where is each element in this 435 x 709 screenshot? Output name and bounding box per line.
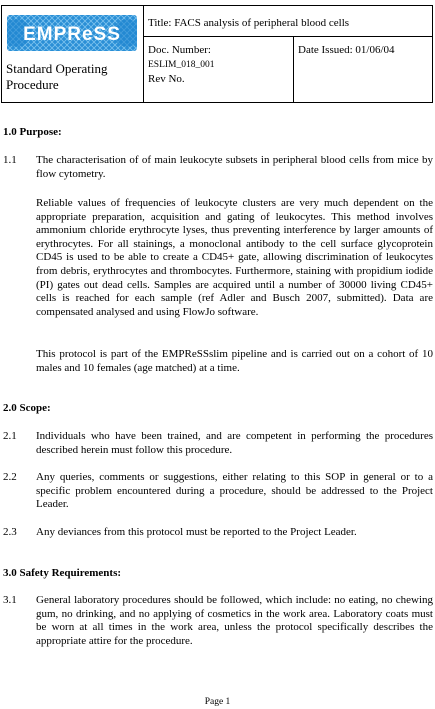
logo-text: EMPReSS xyxy=(23,24,121,45)
purpose-paragraph-2: Reliable values of frequencies of leukocyte clusters are very much dependent on the appropriate preparation, acquisition and gating of leukocytes. This method involves ammonium chloride erythrocyte lyses, thus preventing interference by larger amounts of erythrocytes. For all stainings, a monoclonal antibody to the cell surface glycoprotein CD45 is used to be able to create a CD45+ gate, allowing discrimination of leukocytes from debris, erythrocytes and thrombocytes. Furthermore, staining with propidium iodide (PI) gates out dead cells. Samples are acquired until a number of 30000 living CD45+ cells is reached for each sample (ref Adler and Busch 2007, submitted). Data are compensated analysed and using FlowJo software. xyxy=(36,197,433,318)
section-heading-safety: 3.0 Safety Requirements: xyxy=(3,567,122,579)
scope-item-2-1: Individuals who have been trained, and are competent in performing the procedures described herein must follow this procedure. xyxy=(36,430,433,456)
doc-number-value: ESLIM_018_001 xyxy=(148,60,215,70)
item-number: 2.1 xyxy=(3,430,17,442)
item-number: 3.1 xyxy=(3,594,17,606)
rev-number-label: Rev No. xyxy=(148,73,185,85)
item-number: 2.2 xyxy=(3,471,17,483)
item-number: 2.3 xyxy=(3,526,17,538)
document-header-table xyxy=(1,5,433,103)
scope-item-2-3: Any deviances from this protocol must be reported to the Project Leader. xyxy=(36,526,357,538)
doc-number-label: Doc. Number: xyxy=(148,44,211,56)
scope-item-2-2: Any queries, comments or suggestions, either relating to this SOP in general or to a specific problem encountered during a procedure, should be addressed to the Project Leader. xyxy=(36,471,433,511)
document-title: Title: FACS analysis of peripheral blood cells xyxy=(148,17,350,29)
header-divider-vertical-right xyxy=(293,36,294,102)
safety-item-3-1: General laboratory procedures should be followed, which include: no eating, no chewing gum, no drinking, and no applying of cosmetics in the work area. Laboratory coats must be worn at all times in the work area, unless the protocol specifically describes the appropriate attire for the procedure. xyxy=(36,594,433,647)
page-number: Page 1 xyxy=(204,697,231,707)
date-issued: Date Issued: 01/06/04 xyxy=(298,44,395,56)
sop-label-line2: Procedure xyxy=(6,77,59,92)
section-heading-purpose: 1.0 Purpose: xyxy=(3,126,62,138)
section-heading-scope: 2.0 Scope: xyxy=(3,402,51,414)
purpose-paragraph-3: This protocol is part of the EMPReSSslim pipeline and is carried out on a cohort of 10 males and 10 females (age matched) at a time. xyxy=(36,348,433,374)
item-number: 1.1 xyxy=(3,154,17,166)
empress-logo xyxy=(7,15,137,51)
sop-label-line1: Standard Operating xyxy=(6,61,108,76)
purpose-paragraph-1: The characterisation of of main leukocyte subsets in peripheral blood cells from mice by flow cytometry. xyxy=(36,154,433,180)
header-divider-horizontal xyxy=(143,36,433,37)
header-divider-vertical xyxy=(143,6,144,102)
